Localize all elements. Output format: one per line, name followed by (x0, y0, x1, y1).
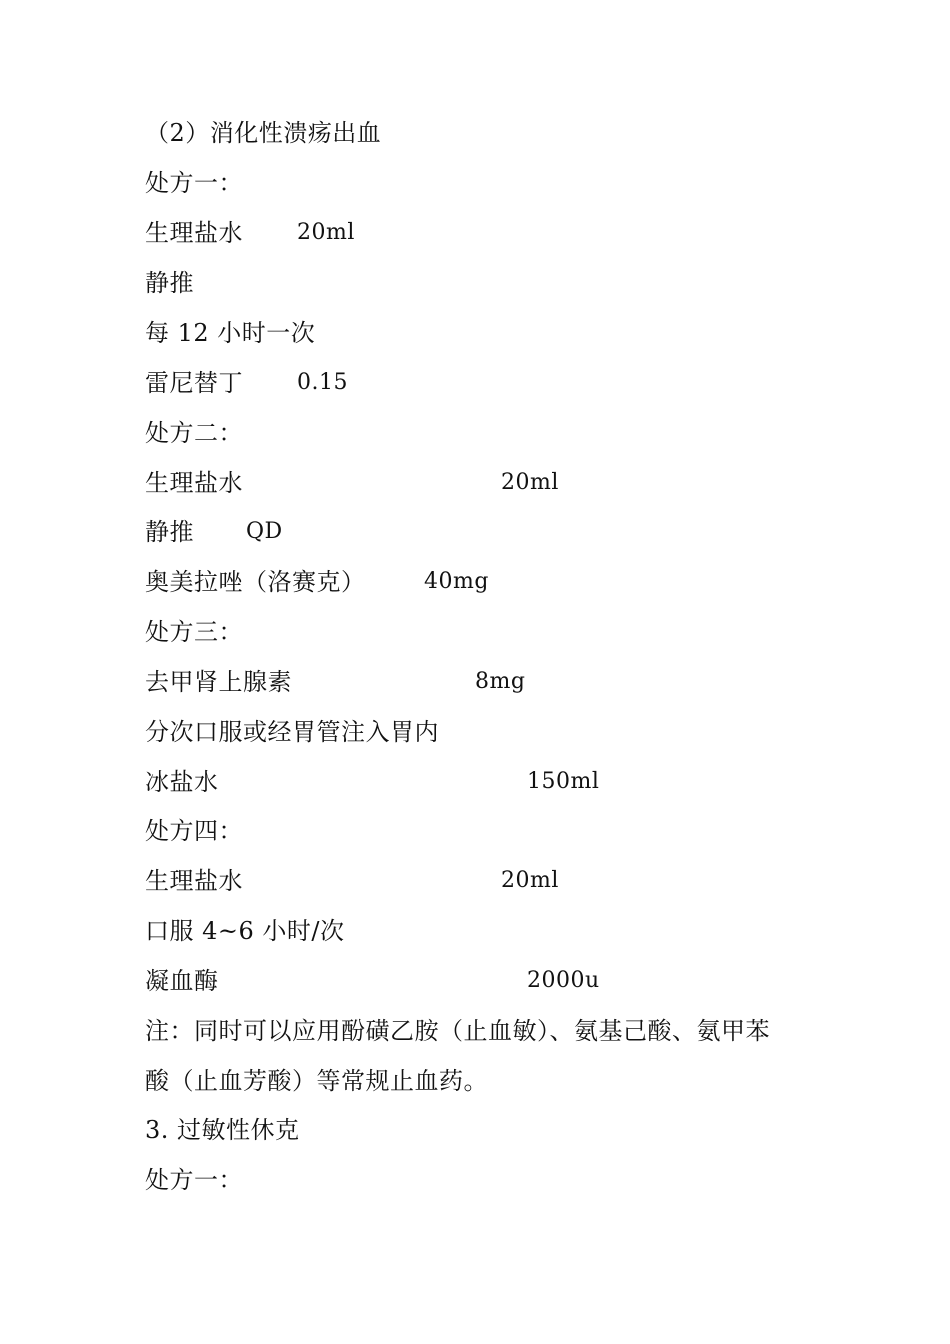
frequency-text: 每 12 小时一次 (145, 319, 316, 347)
prescription-1-frequency (145, 317, 315, 349)
prescription-4-drug-2 (145, 965, 600, 997)
prescription-3-drug-1 (145, 666, 526, 698)
prescription-1-title-text: 处方一： (145, 169, 243, 197)
drug-name: 雷尼替丁 (145, 369, 243, 397)
drug-name: 生理盐水 (145, 469, 243, 497)
prescription-2-route (145, 516, 283, 548)
drug-dose: 40mg (424, 569, 489, 594)
drug-name: 生理盐水 (145, 867, 243, 895)
prescription-1-route (145, 267, 194, 299)
section-3-heading-text: 3. 过敏性休克 (145, 1116, 300, 1144)
prescription-1-drug-1 (145, 217, 355, 249)
prescription-5-title-text: 处方一： (145, 1166, 243, 1194)
prescription-2-title-text: 处方二： (145, 419, 243, 447)
route-text: 分次口服或经胃管注入胃内 (145, 718, 439, 746)
note-text: 注：同时可以应用酚磺乙胺（止血敏）、氨基己酸、氨甲苯 (145, 1017, 770, 1045)
drug-dose: 20ml (501, 470, 559, 495)
prescription-3-drug-2 (145, 766, 600, 798)
drug-name: 生理盐水 (145, 219, 243, 247)
route-text: 口服 4~6 小时/次 (145, 917, 345, 945)
section-heading-text: （2）消化性溃疡出血 (145, 119, 382, 147)
section-3-heading (145, 1114, 300, 1146)
drug-name: 冰盐水 (145, 768, 219, 796)
drug-dose: 2000u (527, 968, 600, 993)
prescription-4-drug-1 (145, 865, 559, 897)
route-text: 静推 (145, 269, 194, 297)
drug-dose: 0.15 (297, 370, 348, 395)
drug-dose: 20ml (297, 220, 355, 245)
prescription-2-drug-2 (145, 566, 489, 598)
prescription-2-drug-1 (145, 467, 559, 499)
prescription-1-drug-2 (145, 367, 348, 399)
note-line-1 (145, 1015, 770, 1047)
prescription-5-title (145, 1164, 243, 1196)
prescription-3-title-text: 处方三： (145, 618, 243, 646)
drug-name: 凝血酶 (145, 967, 219, 995)
prescription-4-title-text: 处方四： (145, 817, 243, 845)
prescription-3-title (145, 616, 243, 648)
drug-dose: 150ml (527, 769, 600, 794)
section-heading (145, 117, 381, 149)
frequency-text: QD (246, 519, 283, 544)
note-line-2 (145, 1065, 488, 1097)
drug-name: 去甲肾上腺素 (145, 668, 292, 696)
drug-dose: 20ml (501, 868, 559, 893)
prescription-4-route (145, 915, 345, 947)
prescription-1-title (145, 167, 243, 199)
prescription-3-route (145, 716, 439, 748)
prescription-4-title (145, 815, 243, 847)
prescription-2-title (145, 417, 243, 449)
drug-dose: 8mg (475, 669, 526, 694)
note-text: 酸（止血芳酸）等常规止血药。 (145, 1067, 488, 1095)
drug-name: 奥美拉唑（洛赛克） (145, 568, 366, 596)
route-text: 静推 (145, 518, 194, 546)
